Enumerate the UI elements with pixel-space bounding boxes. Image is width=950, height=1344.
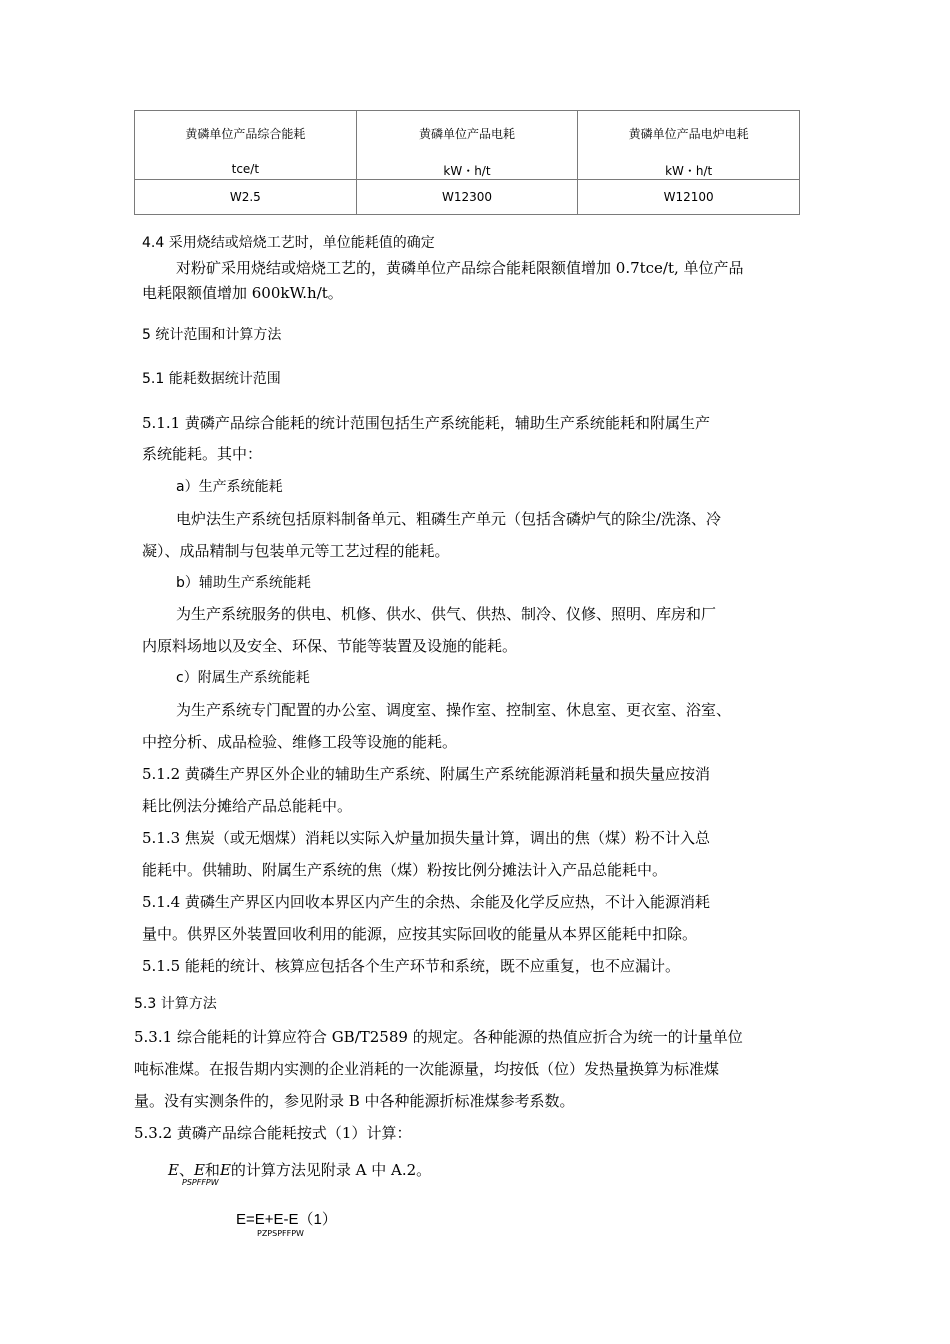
clause-5-1-3-line: 5.1.3 焦炭（或无烟煤）消耗以实际入炉量加损失量计算，调出的焦（煤）粉不计入总 <box>142 829 710 847</box>
item-c-line: 中控分析、成品检验、维修工段等设施的能耗。 <box>142 733 458 751</box>
item-c-line: 为生产系统专门配置的办公室、调度室、操作室、控制室、休息室、更衣室、浴室、 <box>176 701 732 719</box>
energy-limit-table <box>134 110 800 215</box>
item-b-line: 内原料场地以及安全、环保、节能等装置及设施的能耗。 <box>142 637 518 655</box>
section-heading-5: 5 统计范围和计算方法 <box>142 327 282 343</box>
clause-5-1-1-line: 5.1.1 黄磷产品综合能耗的统计范围包括生产系统能耗，辅助生产系统能耗和附属生产 <box>142 414 710 432</box>
item-a-line: 电炉法生产系统包括原料制备单元、粗磷生产单元（包括含磷炉气的除尘/洗涤、冷 <box>176 510 722 528</box>
clause-5-1-1-line: 系统能耗。其中： <box>142 445 263 463</box>
header-unit: kW・h/t <box>665 164 713 178</box>
clause-5-1-2-line: 5.1.2 黄磷生产界区外企业的辅助生产系统、附属生产系统能源消耗量和损失量应按消 <box>142 765 710 783</box>
item-b-line: 为生产系统服务的供电、机修、供水、供气、供热、制冷、仪修、照明、库房和厂 <box>176 605 717 623</box>
clause-5-3-1-line: 量。没有实测条件的，参见附录 B 中各种能源折标准煤参考系数。 <box>134 1092 575 1110</box>
paragraph-line: 电耗限额值增加 600kW.h/t。 <box>142 284 343 302</box>
item-a-line: 凝）、成品精制与包装单元等工艺过程的能耗。 <box>142 542 450 560</box>
clause-5-1-3-line: 能耗中。供辅助、附属生产系统的焦（煤）粉按比例分摊法计入产品总能耗中。 <box>142 861 668 879</box>
variable-e-pf: E <box>193 1161 205 1179</box>
variable-e-ps: E <box>168 1161 179 1179</box>
header-unit: kW・h/t <box>443 164 491 178</box>
table-row <box>135 180 800 215</box>
clause-5-1-2-line: 耗比例法分摊给产品总能耗中。 <box>142 797 353 815</box>
item-a-title: a）生产系统能耗 <box>176 479 283 495</box>
table-header-row <box>135 111 800 180</box>
item-c-title: c）附属生产系统能耗 <box>176 670 310 686</box>
variable-subscripts: PSPFFPW <box>182 1178 219 1187</box>
section-heading-4-4: 4.4 采用烧结或焙烧工艺时，单位能耗值的确定 <box>142 235 435 251</box>
clause-5-1-5-line: 5.1.5 能耗的统计、核算应包括各个生产环节和系统，既不应重复，也不应漏计。 <box>142 957 680 975</box>
clause-5-1-4-line: 量中。供界区外装置回收利用的能源，应按其实际回收的能量从本界区能耗中扣除。 <box>142 925 698 943</box>
table-header-cell <box>356 111 578 180</box>
variable-note-tail: 的计算方法见附录 A 中 A.2。 <box>230 1161 432 1179</box>
formula-subscripts: PZPSPFFPW <box>257 1229 304 1238</box>
table-cell: W12100 <box>578 180 800 215</box>
formula-1: E=E+E-E（1） <box>236 1211 337 1228</box>
variable-e-fpw: E <box>219 1161 231 1179</box>
section-heading-5-1: 5.1 能耗数据统计范围 <box>142 371 281 387</box>
clause-5-1-4-line: 5.1.4 黄磷生产界区内回收本界区内产生的余热、余能及化学反应热，不计入能源消耗 <box>142 893 710 911</box>
header-name: 黄磷单位产品电炉电耗 <box>628 127 749 141</box>
table-cell: W12300 <box>356 180 578 215</box>
variable-note-line <box>168 1160 431 1180</box>
clause-5-3-1-line: 5.3.1 综合能耗的计算应符合 GB/T2589 的规定。各种能源的热值应折合为统一的计量单位 <box>134 1028 743 1046</box>
section-heading-5-3: 5.3 计算方法 <box>134 996 217 1012</box>
variable-separator: 、 <box>178 1161 194 1179</box>
variable-conjunction: 和 <box>204 1161 220 1179</box>
clause-5-3-1-line: 吨标准煤。在报告期内实测的企业消耗的一次能源量，均按低（位）发热量换算为标准煤 <box>134 1060 720 1078</box>
header-name: 黄磷单位产品电耗 <box>418 127 515 141</box>
header-unit: tce/t <box>231 162 260 176</box>
item-b-title: b）辅助生产系统能耗 <box>176 575 311 591</box>
clause-5-3-2-line: 5.3.2 黄磷产品综合能耗按式（1）计算： <box>134 1124 412 1142</box>
paragraph-line: 对粉矿采用烧结或焙烧工艺的，黄磷单位产品综合能耗限额值增加 0.7tce/t, 单位产品 <box>176 259 744 277</box>
table-header-cell <box>578 111 800 180</box>
header-name: 黄磷单位产品综合能耗 <box>185 127 306 141</box>
table-cell: W2.5 <box>135 180 357 215</box>
table-header-cell <box>135 111 357 180</box>
